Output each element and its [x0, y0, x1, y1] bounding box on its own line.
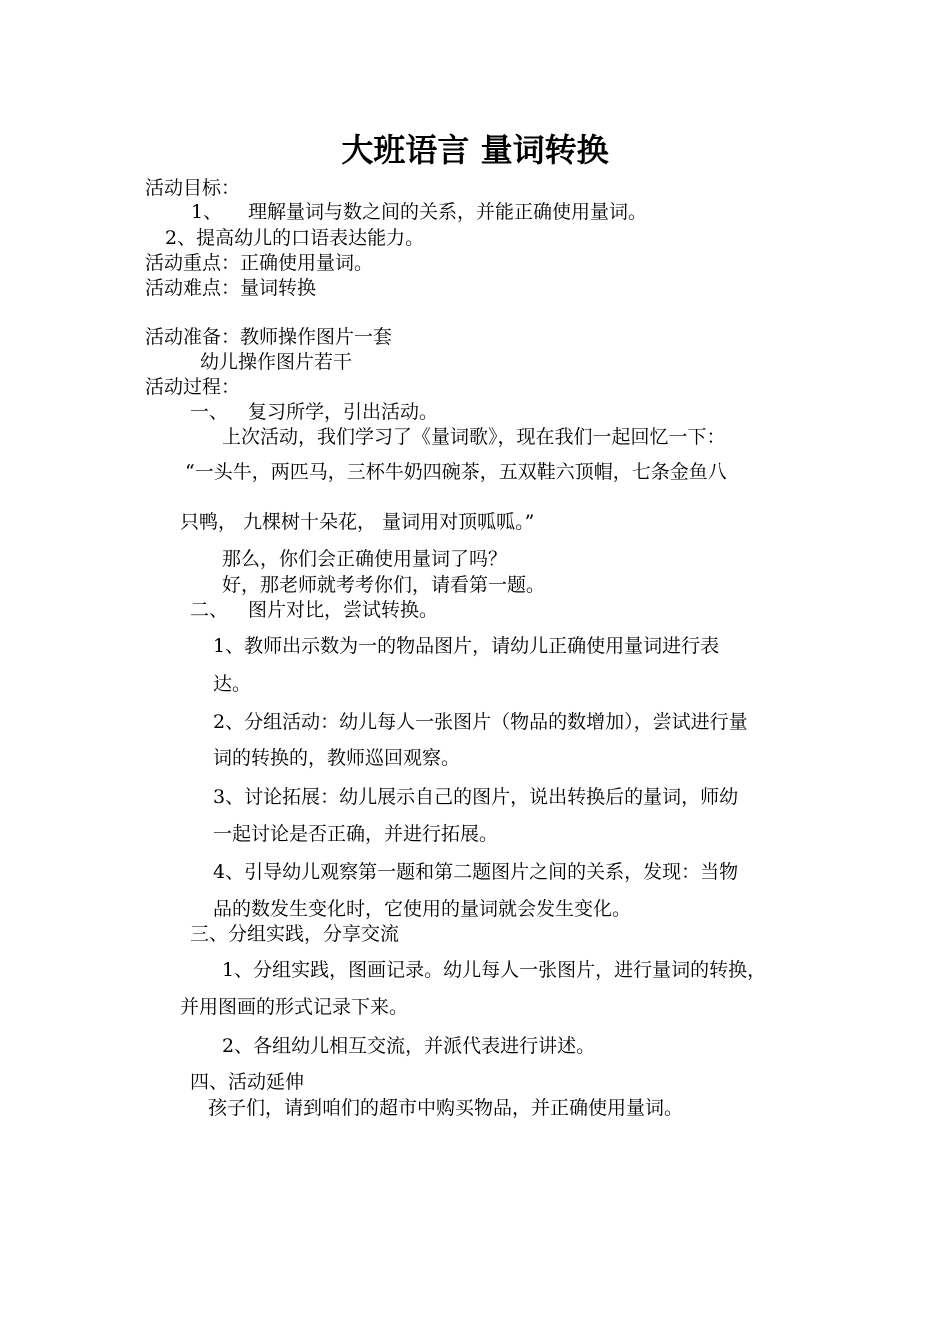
section-1-number: 一、	[190, 401, 229, 423]
section-4-paragraph: 孩子们，请到咱们的超市中购买物品，并正确使用量词。	[208, 1097, 684, 1119]
section-2-item-4-line-2: 品的数发生变化时，它使用的量词就会发生变化。	[213, 898, 632, 920]
section-1-paragraph-2: 那么，你们会正确使用量词了吗？	[222, 548, 508, 570]
section-2-number: 二、	[190, 599, 229, 621]
section-1-paragraph-3: 好，那老师就考考你们，请看第一题。	[222, 574, 546, 596]
goal-1-text: 理解量词与数之间的关系，并能正确使用量词。	[248, 201, 648, 223]
section-2-item-4-line-1: 4、引导幼儿观察第一题和第二题图片之间的关系，发现：当物	[213, 861, 739, 883]
section-3-item-2: 2、各组幼儿相互交流，并派代表进行讲述。	[222, 1035, 596, 1057]
section-2-item-3-line-2: 一起讨论是否正确，并进行拓展。	[213, 823, 499, 845]
page-title: 大班语言 量词转换	[341, 131, 609, 169]
section-1-paragraph-1: 上次活动，我们学习了《量词歌》，现在我们一起回忆一下：	[222, 426, 726, 448]
section-2-item-2-line-2: 词的转换的，教师巡回观察。	[213, 747, 461, 769]
song-line-1: “一头牛，两匹马，三杯牛奶四碗茶，五双鞋六顶帽，七条金鱼八	[185, 461, 727, 483]
process-label: 活动过程：	[145, 376, 241, 398]
section-3-item-1-line-2: 并用图画的形式记录下来。	[180, 996, 409, 1018]
goal-1-number: 1、	[191, 201, 223, 223]
key-point: 活动重点：正确使用量词。	[145, 252, 374, 274]
section-2-item-3-line-1: 3、讨论拓展：幼儿展示自己的图片，说出转换后的量词，师幼	[213, 786, 739, 808]
preparation-line-1: 活动准备：教师操作图片一套	[145, 326, 393, 348]
section-2-title: 图片对比，尝试转换。	[248, 599, 439, 621]
section-2-item-1-line-2: 达。	[213, 673, 252, 695]
section-3-item-1-line-1: 1、分组实践，图画记录。幼儿每人一张图片，进行量词的转换，	[222, 959, 767, 981]
goal-2: 2、提高幼儿的口语表达能力。	[165, 227, 425, 249]
preparation-line-2: 幼儿操作图片若干	[200, 351, 353, 373]
song-line-2: 只鸭， 九棵树十朵花， 量词用对顶呱呱。”	[180, 511, 535, 533]
section-4-title: 四、活动延伸	[190, 1071, 305, 1093]
difficulty: 活动难点：量词转换	[145, 277, 317, 299]
section-3-title: 三、分组实践，分享交流	[190, 923, 400, 945]
section-1-title: 复习所学，引出活动。	[248, 401, 439, 423]
section-2-item-1-line-1: 1、教师出示数为一的物品图片，请幼儿正确使用量词进行表	[213, 635, 720, 657]
section-2-item-2-line-1: 2、分组活动：幼儿每人一张图片（物品的数增加），尝试进行量	[213, 711, 748, 733]
goals-label: 活动目标：	[145, 177, 241, 199]
